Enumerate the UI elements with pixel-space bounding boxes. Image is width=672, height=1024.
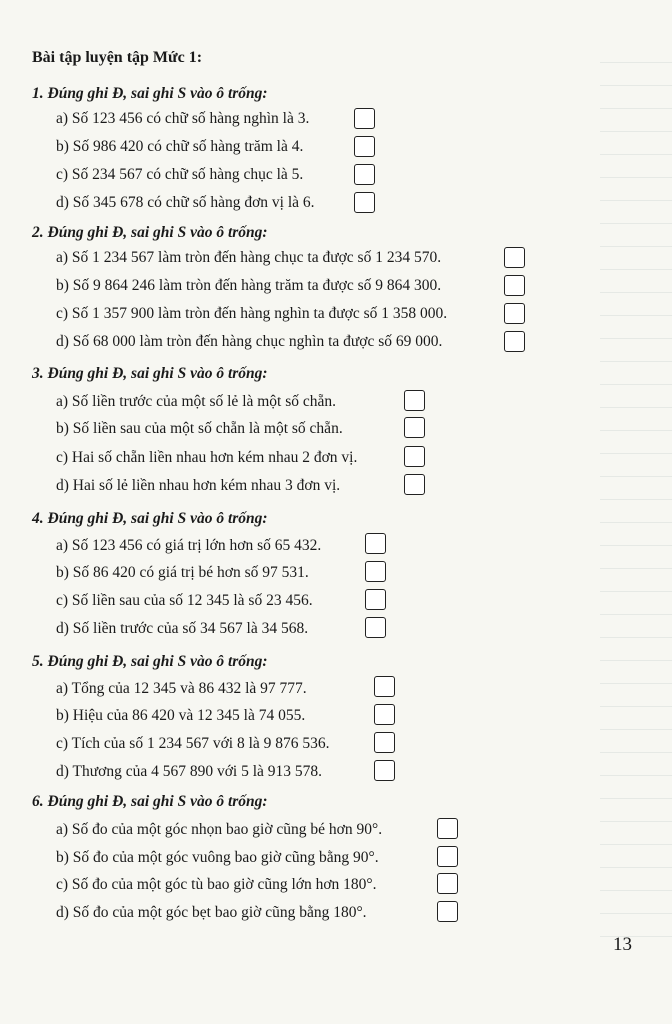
exercise-1-item-a: a) Số 123 456 có chữ số hàng nghìn là 3. (56, 110, 310, 127)
exercise-2-item-c: c) Số 1 357 900 làm tròn đến hàng nghìn ta được số 1 358 000. (56, 305, 448, 322)
exercise-3-item-d: d) Hai số lẻ liền nhau hơn kém nhau 3 đơn vị. (56, 477, 341, 494)
answer-box[interactable] (365, 589, 386, 610)
exercise-4-item-b: b) Số 86 420 có giá trị bé hơn số 97 531. (56, 564, 309, 581)
answer-box[interactable] (437, 846, 458, 867)
exercise-number: 1. (32, 85, 44, 102)
answer-box[interactable] (437, 818, 458, 839)
exercise-5-item-d: d) Thương của 4 567 890 với 5 là 913 578. (56, 763, 323, 780)
page-number: 13 (613, 934, 632, 955)
exercise-number: 5. (32, 653, 44, 670)
exercise-6-item-c: c) Số đo của một góc tù bao giờ cũng lớn hơn 180°. (56, 876, 377, 893)
answer-box[interactable] (374, 760, 395, 781)
exercise-5-title (32, 653, 268, 671)
answer-box[interactable] (365, 617, 386, 638)
exercise-3-item-b: b) Số liền sau của một số chẵn là một số chẵn. (56, 420, 343, 437)
exercise-number: 6. (32, 793, 44, 810)
answer-box[interactable] (374, 732, 395, 753)
answer-box[interactable] (354, 164, 375, 185)
exercise-5-item-c: c) Tích của số 1 234 567 với 8 là 9 876 536. (56, 735, 330, 752)
answer-box[interactable] (404, 446, 425, 467)
answer-box[interactable] (504, 247, 525, 268)
answer-box[interactable] (404, 417, 425, 438)
exercise-5-item-b: b) Hiệu của 86 420 và 12 345 là 74 055. (56, 707, 306, 724)
exercise-instruction: Đúng ghi Đ, sai ghi S vào ô trống: (47, 793, 268, 810)
exercise-1-item-c: c) Số 234 567 có chữ số hàng chục là 5. (56, 166, 304, 183)
answer-box[interactable] (437, 901, 458, 922)
answer-box[interactable] (404, 390, 425, 411)
answer-box[interactable] (365, 561, 386, 582)
exercise-6-title (32, 793, 268, 811)
bleed-through-text (600, 40, 672, 940)
exercise-4-item-a: a) Số 123 456 có giá trị lớn hơn số 65 432. (56, 537, 322, 554)
exercise-2-item-b: b) Số 9 864 246 làm tròn đến hàng trăm ta được số 9 864 300. (56, 277, 442, 294)
answer-box[interactable] (354, 136, 375, 157)
exercise-6-item-d: d) Số đo của một góc bẹt bao giờ cũng bằng 180°. (56, 904, 367, 921)
exercise-instruction: Đúng ghi Đ, sai ghi S vào ô trống: (47, 653, 268, 670)
exercise-2-title (32, 224, 268, 242)
answer-box[interactable] (504, 303, 525, 324)
exercise-instruction: Đúng ghi Đ, sai ghi S vào ô trống: (47, 224, 268, 241)
answer-box[interactable] (437, 873, 458, 894)
exercise-6-item-a: a) Số đo của một góc nhọn bao giờ cũng bé hơn 90°. (56, 821, 383, 838)
section-heading: Bài tập luyện tập Mức 1: (32, 49, 203, 66)
exercise-3-item-a: a) Số liền trước của một số lẻ là một số chẵn. (56, 393, 337, 410)
exercise-3-title (32, 365, 268, 383)
answer-box[interactable] (374, 676, 395, 697)
exercise-4-item-c: c) Số liền sau của số 12 345 là số 23 456. (56, 592, 313, 609)
exercise-instruction: Đúng ghi Đ, sai ghi S vào ô trống: (47, 510, 268, 527)
answer-box[interactable] (365, 533, 386, 554)
answer-box[interactable] (504, 331, 525, 352)
exercise-instruction: Đúng ghi Đ, sai ghi S vào ô trống: (47, 365, 268, 382)
exercise-4-item-d: d) Số liền trước của số 34 567 là 34 568. (56, 620, 309, 637)
exercise-6-item-b: b) Số đo của một góc vuông bao giờ cũng bằng 90°. (56, 849, 379, 866)
exercise-number: 2. (32, 224, 44, 241)
exercise-1-item-d: d) Số 345 678 có chữ số hàng đơn vị là 6. (56, 194, 315, 211)
exercise-2-item-d: d) Số 68 000 làm tròn đến hàng chục nghìn ta được số 69 000. (56, 333, 443, 350)
exercise-2-item-a: a) Số 1 234 567 làm tròn đến hàng chục ta được số 1 234 570. (56, 249, 442, 266)
answer-box[interactable] (404, 474, 425, 495)
answer-box[interactable] (354, 108, 375, 129)
exercise-1-item-b: b) Số 986 420 có chữ số hàng trăm là 4. (56, 138, 304, 155)
exercise-number: 4. (32, 510, 44, 527)
answer-box[interactable] (354, 192, 375, 213)
exercise-3-item-c: c) Hai số chẵn liền nhau hơn kém nhau 2 đơn vị. (56, 449, 358, 466)
exercise-1-title (32, 85, 268, 103)
exercise-4-title (32, 510, 268, 528)
answer-box[interactable] (504, 275, 525, 296)
answer-box[interactable] (374, 704, 395, 725)
exercise-instruction: Đúng ghi Đ, sai ghi S vào ô trống: (47, 85, 268, 102)
exercise-number: 3. (32, 365, 44, 382)
exercise-5-item-a: a) Tổng của 12 345 và 86 432 là 97 777. (56, 680, 307, 697)
